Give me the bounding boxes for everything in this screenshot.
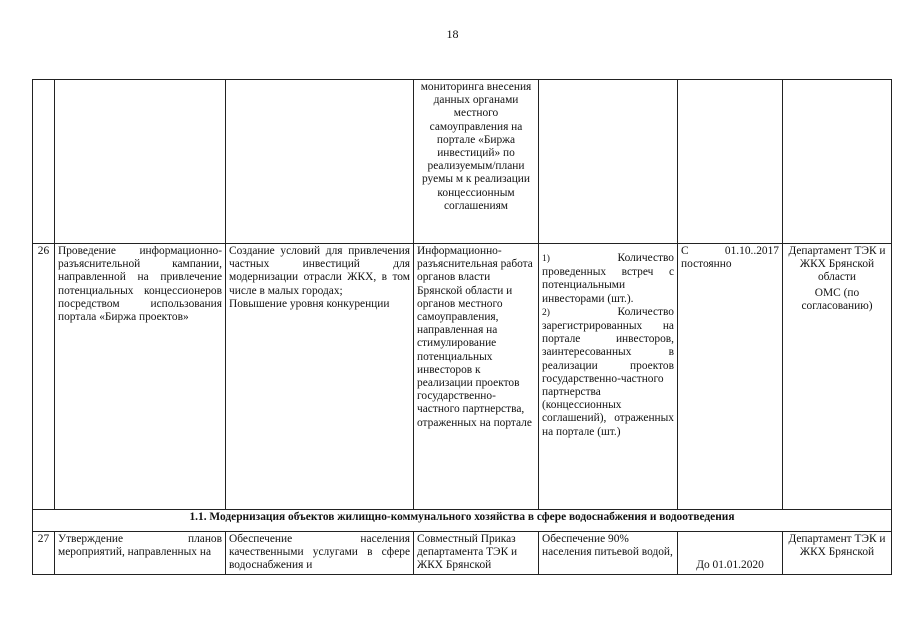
cell-event: Утверждение планов мероприятий, направленных на [55, 532, 226, 575]
cell-deadline-empty [678, 80, 783, 244]
indicator-2-number: 2) [542, 307, 550, 318]
cell-goal: Обеспечение населения качественными услугами в сфере водоснабжения и [226, 532, 414, 575]
goal-line-2: Повышение уровня конкуренции [229, 297, 390, 310]
cell-mechanism: Информационно-разъяснительная работа органов власти Брянской области и органов местного самоуправления, направленная на стимулирование потенциальных инвесторов к реализации проектов государственно-частного партнерства, отраженных на портале [414, 244, 539, 510]
page-number: 18 [446, 27, 459, 41]
goal-line-1: Создание условий для привлечения частных инвестиций для модернизации отрасли ЖКХ, в том числе в малых городах; [229, 245, 410, 297]
action-plan-table [32, 79, 892, 575]
indicator-2-text: Количество зарегистрированных на портале инвесторов, заинтересованных в реализации проектов государственно-частного партнерства (концессионных соглашений), отраженных на портале (шт.) [542, 305, 674, 438]
cell-mechanism: мониторинга внесения данных органами местного самоуправления на портале «Биржа инвестиций» по реализуемым/плани руемы м к реализации концессионным соглашениям [414, 80, 539, 244]
indicator-1-text: Количество проведенных встреч с потенциальными инвесторами (шт.). [542, 252, 674, 305]
cell-responsible-empty [783, 80, 892, 244]
indicator-2 [542, 306, 674, 439]
deadline-start: С 01.10..2017 [681, 245, 779, 257]
responsible-2: ОМС (по согласованию) [801, 286, 873, 312]
table-row-continuation [33, 80, 892, 244]
section-title: 1.1. Модернизация объектов жилищно-коммунального хозяйства в сфере водоснабжения и водоотведения [33, 510, 892, 532]
row-number: 27 [33, 532, 55, 575]
cell-event-empty [55, 80, 226, 244]
cell-goal-empty [226, 80, 414, 244]
cell-responsible [783, 244, 892, 510]
cell-event: Проведение информационно-разъяснительной кампании, направленной на привлечение потенциальных концессионеров посредством использования портала «Биржа проектов» [55, 244, 226, 510]
cell-goal [226, 244, 414, 510]
section-header-row [33, 510, 892, 532]
row-number: 26 [33, 244, 55, 510]
cell-num-empty [33, 80, 55, 244]
responsible-1: Департамент ТЭК и ЖКХ Брянской области [788, 245, 886, 284]
cell-mechanism: Совместный Приказ департамента ТЭК и ЖКХ Брянской [414, 532, 539, 575]
table-row-27 [33, 532, 892, 575]
cell-deadline: До 01.01.2020 [678, 532, 783, 575]
table-row-26 [33, 244, 892, 510]
deadline-period: постоянно [681, 258, 732, 271]
cell-indicator: Обеспечение 90% населения питьевой водой, [539, 532, 678, 575]
indicator-1-number: 1) [542, 254, 550, 264]
cell-responsible: Департамент ТЭК и ЖКХ Брянской [783, 532, 892, 575]
cell-indicators [539, 244, 678, 510]
indicator-1 [542, 252, 674, 306]
cell-indicator-empty [539, 80, 678, 244]
cell-deadline [678, 244, 783, 510]
